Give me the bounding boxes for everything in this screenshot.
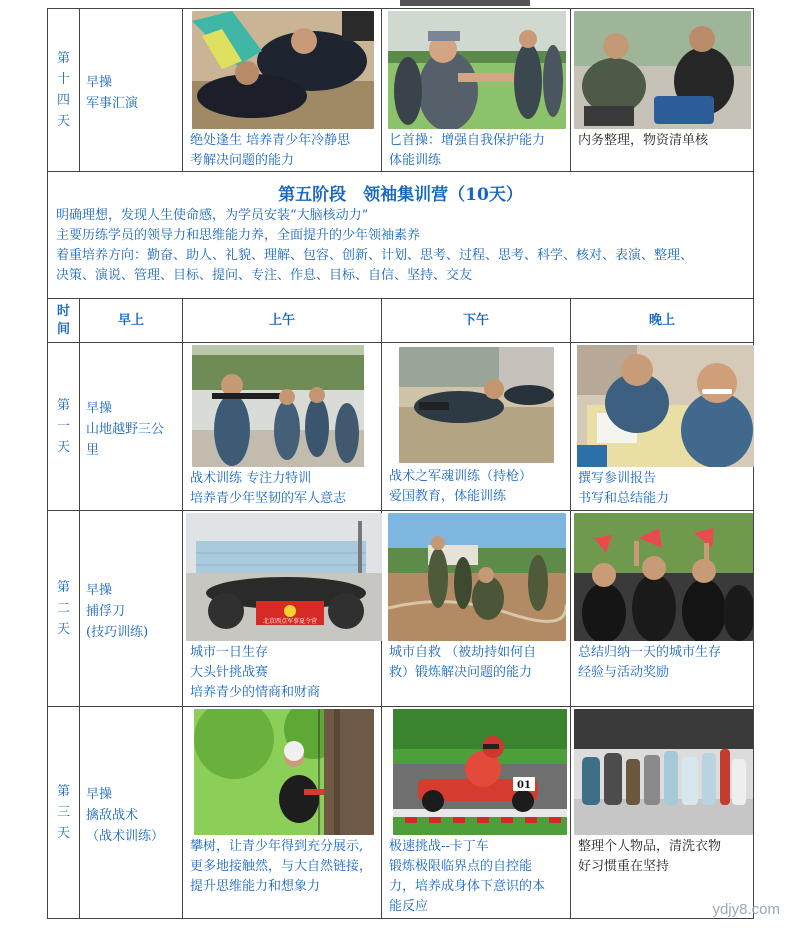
day2-eve-caption: 总结归纳一天的城市生存 经验与活动奖励 [578,645,722,680]
header-pm: 下午 [382,299,571,343]
dagger-drill-photo [388,11,566,129]
banner-text: 北京西点军事夏令营 [262,618,318,625]
day1-am-caption: 战术训练 专注力特训 培养青少年坚韧的军人意志 [190,471,347,506]
day3-pm-cell [382,707,571,919]
day2-eve-cell [571,511,754,707]
day14-eve-cell [571,9,754,172]
rifle-training-photo [192,345,364,467]
day3-eve-cell [571,707,754,919]
day1-pm-cell [382,343,571,511]
header-eve: 晚上 [571,299,754,343]
day1-eve-caption: 撰写参训报告 书写和总结能力 [578,471,670,506]
day3-morning: 早操 擒敌战术 （战术训练） [80,707,183,919]
day3-am-caption: 攀树，让青少年得到充分展示, 更多地接触然，与大自然链接， 提升思维能力和想象力 [190,839,373,894]
day2-pm-cell [382,511,571,707]
watermelon-reward-photo [574,513,753,641]
tree-climbing-photo [194,709,374,835]
day2-morning: 早操 捕俘刀 (技巧训练) [80,511,183,707]
day1-row [48,343,754,511]
day3-label: 第 三 天 [48,707,80,919]
day2-label: 第 二 天 [48,511,80,707]
day14-row [48,9,754,172]
stage5-line: 明确理想，发现人生使命感，为学员安装“大脑核动力” [56,208,369,223]
day2-pm-caption: 城市自救 （被劫持如何自 救）锻炼解决问题的能力 [389,645,537,680]
escape-drill-photo [192,11,374,129]
day1-label: 第 一 天 [48,343,80,511]
day14-eve-caption: 内务整理，物资清单核 [578,133,709,148]
day14-pm-cell [382,9,571,172]
stage5-block [48,172,754,299]
day14-am-cell [183,9,382,172]
day14-morning: 早操 军事汇演 [80,9,183,172]
stage5-line: 主要历练学员的领导力和思维能力养，全面提升的少年领袖素养 [56,228,421,243]
day14-am-caption: 绝处逢生 培养青少年冷静思 考解决问题的能力 [190,133,351,168]
stage5-title: 第五阶段 领袖集训营（10天） [278,185,523,205]
go-kart-photo [393,709,567,835]
stage5-row [48,172,754,299]
report-writing-photo [577,345,754,467]
day3-am-cell [183,707,382,919]
day3-eve-caption: 整理个人物品，清洗衣物 好习惯重在坚持 [578,839,722,874]
top-decoration [400,0,530,6]
day1-eve-cell [571,343,754,511]
personal-items-photo [574,709,753,835]
day1-pm-caption: 战术之军魂训练（持枪） 爱国教育，体能训练 [389,469,533,504]
day3-row [48,707,754,919]
crawl-training-photo [399,347,554,463]
header-morning: 早上 [80,299,183,343]
header-am: 上午 [183,299,382,343]
header-time: 时 间 [48,299,80,343]
schedule-table [47,8,754,919]
day2-row [48,511,754,707]
self-rescue-photo [388,513,566,641]
day1-morning: 早操 山地越野三公 里 [80,343,183,511]
stage5-line: 着重培养方向：勤奋、助人、礼貌、理解、包容、创新、计划、思考、过程、思考、科学、核对、表演、整理、 [56,248,694,263]
day14-pm-caption: 匕首操：增强自我保护能力 体能训练 [389,133,546,168]
day14-label: 第 十 四 天 [48,9,80,172]
city-survival-photo [186,513,382,641]
watermark: ydjy8.com [712,901,780,918]
packing-photo [574,11,751,129]
kart-number: 01 [517,780,531,791]
day3-pm-caption: 极速挑战--卡丁车 锻炼极限临界点的自控能 力，培养成身体下意识的本 能反应 [389,839,546,914]
day1-am-cell [183,343,382,511]
stage5-line: 决策、演说、管理、目标、提问、专注、作息、目标、自信、坚持、交友 [56,268,473,283]
day2-am-cell [183,511,382,707]
column-header-row [48,299,754,343]
day2-am-caption: 城市一日生存 大头针挑战赛 培养青少的情商和财商 [190,645,321,700]
